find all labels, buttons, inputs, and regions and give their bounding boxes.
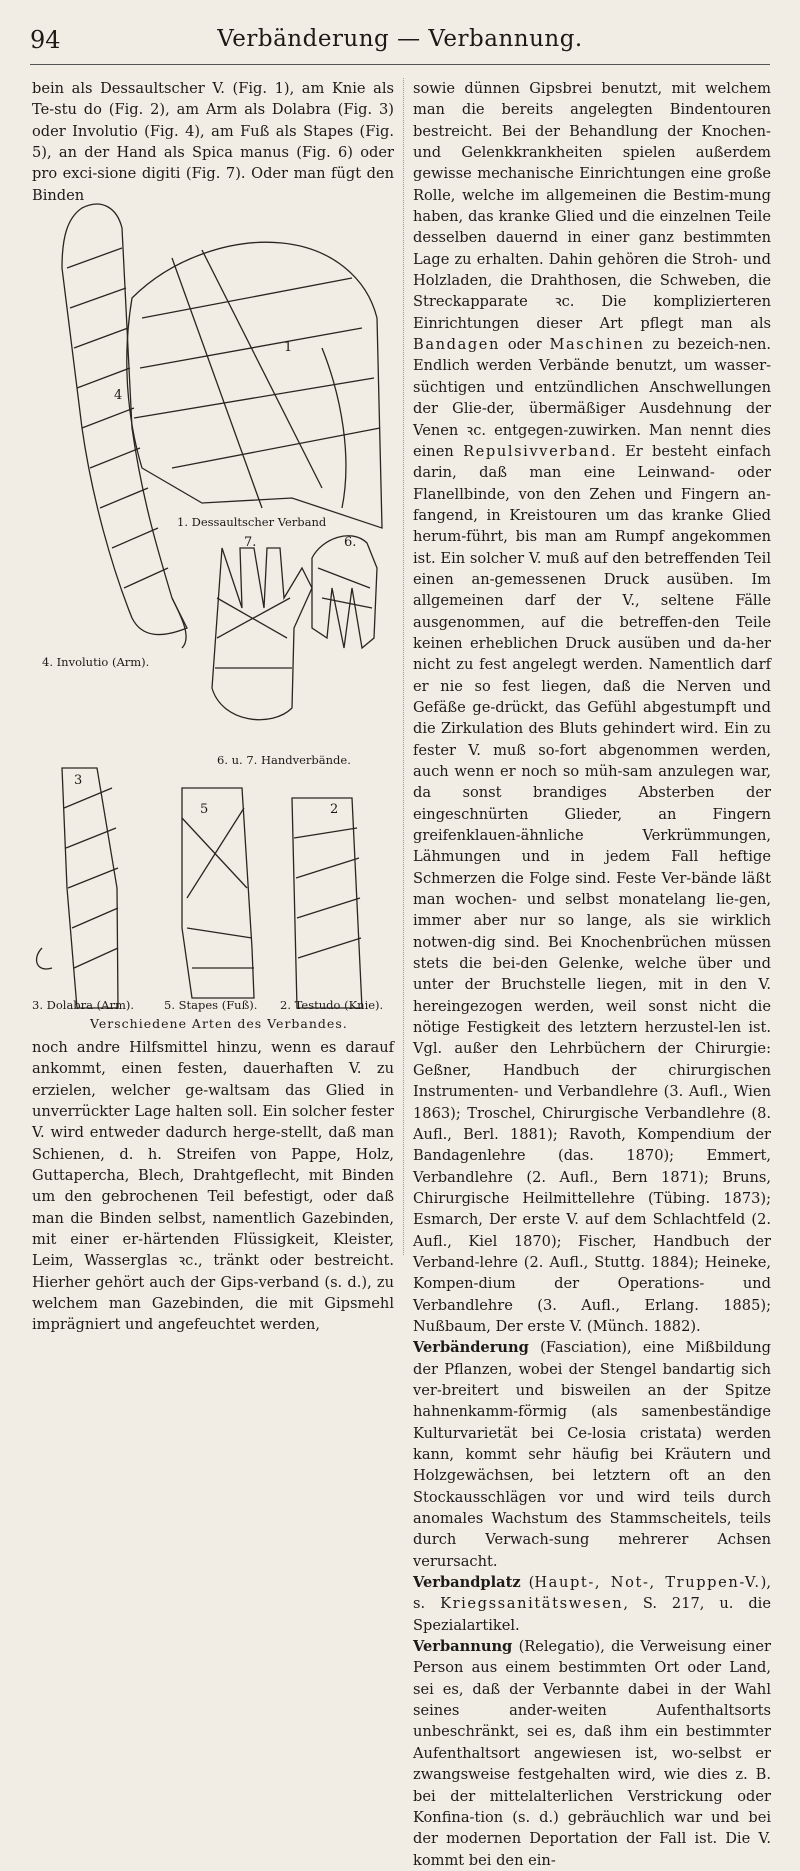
left-paragraph-bottom: noch andre Hilfsmittel hinzu, wenn es darauf ankommt, einen festen, dauerhaften V. zu erzielen, welcher ge-waltsam das Glied in unverrückter Lage halten soll. Ein solcher fester V. wird entweder dadurch herge-stellt, daß man Schienen, d. h. Streifen von Pappe, Holz, Guttapercha, Blech, Drahtgeflecht, mit Binden um den gebrochenen Teil befestigt, oder daß man die Binden selbst, namentlich Gazebinden, mit einer er-härtenden Flüssigkeit, Kleister, Leim, Wasserglas ꝛc., tränkt oder bestreicht. Hierher gehört auch der Gips-verband (s. d.), zu welchem man Gazebinden, die mit Gipsmehl imprägniert und angefeuchtet werden, (32, 1039, 394, 1334)
fig1-number: 1 (284, 340, 293, 355)
fig2-caption: 2. Testudo (Knie). (280, 998, 384, 1012)
fig4-caption: 4. Involutio (Arm). (42, 655, 150, 669)
fig5-number: 5 (200, 802, 209, 817)
fig3-number: 3 (74, 773, 83, 788)
headword-verbandplatz: Verbandplatz (413, 1574, 521, 1592)
fig67-caption: 6. u. 7. Handverbände. (217, 753, 351, 767)
headword-verbannung: Verbannung (413, 1638, 513, 1656)
fig2-number: 2 (330, 802, 339, 817)
fig3-caption: 3. Dolabra (Arm). (32, 998, 135, 1012)
page-header (30, 26, 770, 62)
bandage-illustration (22, 168, 398, 1032)
verband-continuation: sowie dünnen Gipsbrei benutzt, mit welchem man die bereits angelegten Bindentouren bestreicht. Bei der Behandlung der Knochen- und Gelenkkrankheiten spielen außerdem gewisse mechanische Einrichtungen eine große Rolle, welche im allgemeinen die Bestim-mung haben, das kranke Glied und die einzelnen Teile desselben dauernd in einer ganz bestimmten Lage zu erhalten. Dahin gehören die Stroh- und Holzladen, die Drahthosen, die Schweben, die Streckapparate ꝛc. Die komplizierteren Einrichtungen dieser Art pflegt man als Bandagen oder Maschinen zu bezeich-nen. Endlich werden Verbände benutzt, um wasser-süchtigen und entzündlichen Anschwellungen der Glie-der, übermäßiger Ausdehnung der Venen ꝛc. entgegen-zuwirken. Man nennt dies einen Repulsivverband. Er besteht einfach darin, daß man eine Leinwand- oder Flanellbinde, von den Zehen und Fingern an-fangend, in Kreistouren um das kranke Glied herum-führt, bis man am Rumpf angekommen ist. Ein solcher V. muß auf den betreffenden Teil einen an-gemessenen Druck ausüben. Im allgemeinen darf der V., seltene Fälle ausgenommen, auf die betreffen-den Teile keinen erheblichen Druck ausüben und da-her nicht zu fest angelegt werden. Namentlich darf er nie so fest liegen, daß die Nerven und Gefäße ge-drückt, das Gefühl abgestumpft und die Zirkulation des Bluts gehindert wird. Ein zu fester V. muß so-fort abgenommen werden, auch wenn er noch so müh-sam anzulegen war, da sonst brandiges Absterben der eingeschnürten Glieder, an Fingern greifenklauen-ähnliche Verkrümmungen, Lähmungen und in jedem Fall heftige Schmerzen die Folge sind. Feste Ver-bände läßt man wochen- und selbst monatelang lie-gen, immer aber nur so lange, als sie wirklich notwen-dig sind. Bei Knochenbrüchen müssen stets die bei-den Gelenke, welche über und unter der Bruchstelle liegen, mit in den V. hereingezogen werden, weil sonst nicht die nötige Festigkeit des letztern herzustel-len ist. Vgl. außer den Lehrbüchern der Chirurgie: Geßner, Handbuch der chirurgischen Instrumenten- und Verbandlehre (3. Aufl., Wien 1863); Troschel, Chirurgische Verbandlehre (8. Aufl., Berl. 1881); Ravoth, Kompendium der Bandagenlehre (das. 1870); Emmert, Verbandlehre (2. Aufl., Bern 1871); Bruns, Chirurgische Heilmittellehre (Tübing. 1873); Esmarch, Der erste V. auf dem Schlachtfeld (2. Aufl., Kiel 1870); Fischer, Handbuch der Verband-lehre (2. Aufl., Stuttg. 1884); Heineke, Kompen-dium der Operations- und Verbandlehre (3. Aufl., Erlang. 1885); Nußbaum, Der erste V. (Münch. 1882). (413, 80, 771, 1335)
fig1-caption: 1. Dessaultscher Verband (177, 515, 327, 529)
entry-verbandplatz: Verbandplatz (Haupt-, Not-, Truppen-V.), s. Kriegssanitätswesen, S. 217, u. die Spezialartikel. (413, 1574, 771, 1634)
headword-verbaenderung: Verbänderung (413, 1339, 529, 1357)
bandage-figure (22, 168, 398, 1032)
left-column-bottom-text (32, 1037, 394, 1336)
right-column-text (413, 78, 771, 1871)
fig7-number: 7. (244, 535, 257, 550)
running-title: Verbänderung — Verbannung. (217, 26, 583, 52)
figure-title: Verschiedene Arten des Verbandes. (90, 1016, 348, 1031)
header-rule (30, 64, 770, 65)
entry-verbannung: Verbannung (Relegatio), die Verweisung einer Person aus einem bestimmten Ort oder Land, sei es, daß der Verbannte dabei in der Wahl seines ander-weiten Aufenthaltsorts unbeschränkt, sei es, daß ihm ein bestimmter Aufenthaltsort angewiesen ist, wo-selbst er zwangsweise festgehalten wird, wie dies z. B. bei der mittelalterlichen Verstrickung oder Konfina-tion (s. d.) gebräuchlich war und bei der modernen Deportation der Fall ist. Die V. kommt bei den ein- (413, 1638, 771, 1869)
fig5-caption: 5. Stapes (Fuß). (164, 998, 258, 1012)
fig4-number: 4 (114, 388, 123, 403)
entry-verbaenderung: Verbänderung (Fasciation), eine Mißbildung der Pflanzen, wobei der Stengel bandartig sich ver-breitert und bisweilen an der Spitze hahnenkamm-förmig (als samenbeständige Kulturvarietät bei Ce-losia cristata) werden kann, kommt sehr häufig bei Kräutern und Holzgewächsen, bei letztern oft an den Stockausschlägen vor und wird teils durch anomales Wachstum des Stammscheitels, teils durch Verwach-sung mehrerer Achsen verursacht. (413, 1339, 771, 1570)
column-divider (403, 78, 404, 1255)
fig6-number: 6. (344, 535, 357, 550)
page-number: 94 (30, 26, 61, 54)
left-paragraph-top: bein als Dessaultscher V. (Fig. 1), am Knie als Te-stu do (Fig. 2), am Arm als Dolabra (Fig. 3) oder Involutio (Fig. 4), am Fuß als Stapes (Fig. 5), an der Hand als Spica manus (Fig. 6) oder pro exci-sione digiti (Fig. 7). Oder man fügt den Binden (32, 80, 394, 204)
